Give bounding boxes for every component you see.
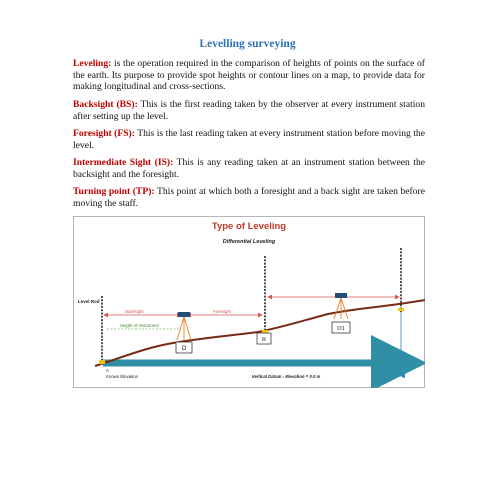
document-title: Levelling surveying xyxy=(199,38,296,50)
station-o1-label: O1 xyxy=(337,326,345,332)
definition-intermediate-sight: This is any reading taken at an instrument station between the backsight and the foresight. xyxy=(73,157,425,180)
definition-backsight: This is the first reading taken by the observer at every instrument station after setting up the level. xyxy=(73,99,425,122)
point-a-marker xyxy=(99,360,105,364)
point-a-label: A xyxy=(106,368,109,373)
paragraph-turning-point xyxy=(73,186,425,209)
datum-label: Vertical Datum - Elevation = 0.0 m xyxy=(251,374,321,379)
paragraph-backsight xyxy=(73,99,425,122)
term-turning-point: Turning point (TP): xyxy=(73,186,155,197)
far-point-marker xyxy=(398,308,404,311)
term-intermediate-sight: Intermediate Sight (IS): xyxy=(73,157,174,168)
term-foresight: Foresight (FS): xyxy=(73,128,135,139)
station-r-label: R xyxy=(262,337,266,343)
backsight-label: Backsight xyxy=(125,309,144,314)
figure-title: Type of Leveling xyxy=(211,221,287,232)
height-of-instrument-label: Height of Instrument xyxy=(120,323,159,328)
foresight-label: Foresight xyxy=(213,309,231,314)
figure-subtitle: Differential Leveling xyxy=(222,239,276,245)
definition-foresight: This is the last reading taken at every instrument station before moving the level. xyxy=(73,128,425,151)
term-leveling: Leveling: xyxy=(73,58,112,69)
known-elevation-label: Known Elevation xyxy=(106,374,139,379)
definition-turning-point: This point at which both a foresight and a back sight are taken before moving the staff. xyxy=(73,186,425,209)
station-o-label: O xyxy=(181,346,187,352)
definition-leveling: is the operation required in the comparison of heights of points on the surface of the earth. Its purpose to provide spot heights or contour lines on a map, to provide data for making longitudinal and cross-sections. xyxy=(73,58,425,93)
term-backsight: Backsight (BS): xyxy=(73,99,138,110)
turning-point-marker xyxy=(262,330,268,333)
leveling-diagram-svg xyxy=(73,216,425,388)
paragraph-intermediate-sight xyxy=(73,157,425,180)
paragraph-leveling xyxy=(73,58,425,93)
paragraph-foresight xyxy=(73,128,425,151)
level-rod-label: Level Rod xyxy=(78,299,100,304)
leveling-diagram xyxy=(73,216,425,388)
